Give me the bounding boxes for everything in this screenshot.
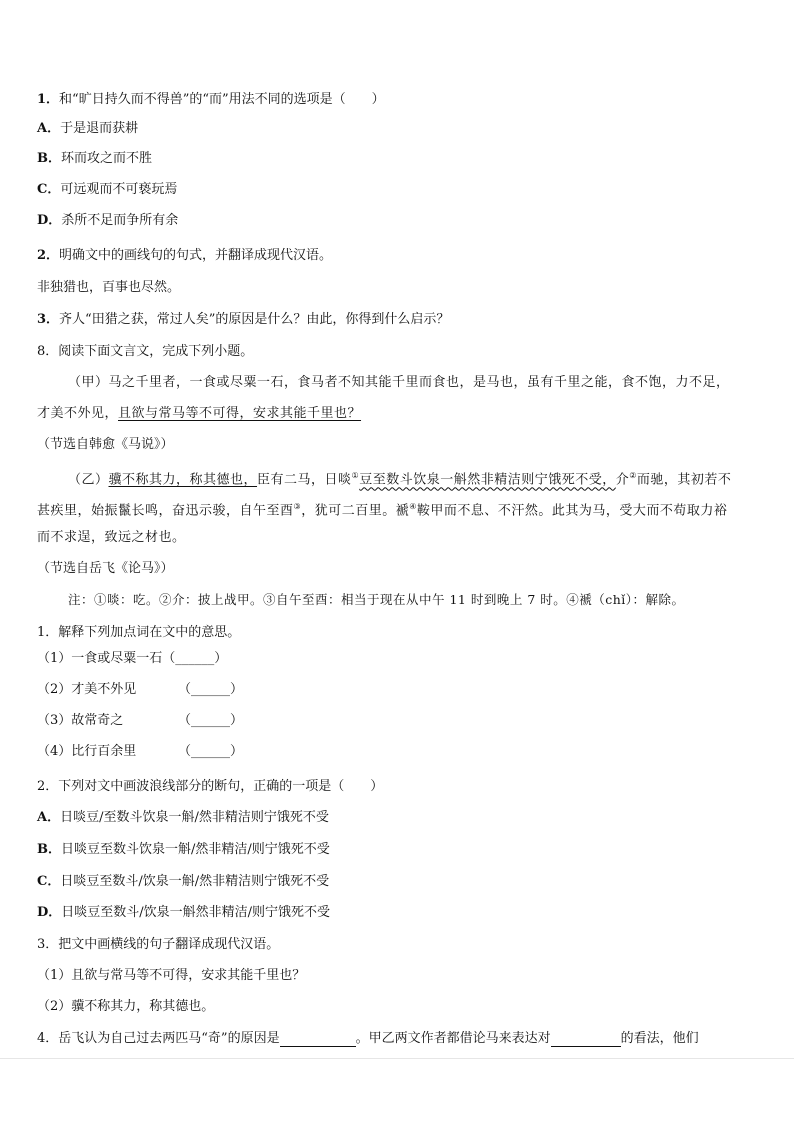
option-text: 可远观而不可亵玩焉 [60, 182, 178, 197]
option-d [37, 905, 330, 921]
footnotes: 注：①啖：吃。②介：披上战甲。③自午至酉：相当于现在从中午 11 时到晚上 7 时。④褫（chǐ）：解除。 [68, 592, 685, 607]
question-2 [37, 248, 332, 264]
question-text: 的看法，他们 [620, 1031, 699, 1046]
question-number: 3． [37, 312, 60, 327]
option-text: 日啖豆/至数斗饮泉一斛/然非精洁则宁饿死不受 [60, 810, 329, 825]
answer-blank[interactable]: （______） [178, 744, 244, 759]
underlined-sentence: 骥不称其力，称其德也， [108, 472, 258, 488]
passage-text: 臣有二马，日啖 [257, 472, 352, 488]
translate-item-1: （1）且欲与常马等不可得，安求其能千里也？ [37, 968, 306, 983]
section-8-title: 8．阅读下面文言文，完成下列小题。 [37, 344, 254, 359]
option-label: A． [37, 121, 61, 136]
passage-yi-source: （节选自岳飞《论马》） [37, 561, 174, 576]
question-number: 1． [37, 92, 60, 107]
option-c [37, 182, 177, 198]
blank-item-3 [37, 713, 243, 729]
passage-text: 而驰，其初若不 [636, 472, 732, 488]
option-text: 日啖豆至数斗饮泉一斛/然非精洁/则宁饿死不受 [61, 842, 330, 857]
option-text: 日啖豆至数斗/饮泉一斛/然非精洁则宁饿死不受 [60, 874, 330, 889]
option-b [37, 151, 152, 167]
passage-text: 介 [615, 472, 630, 488]
subquestion-3: 3．把文中画横线的句子翻译成现代汉语。 [37, 937, 280, 952]
subquestion-4 [37, 1031, 699, 1047]
question-text: 4．岳飞认为自己过去两匹马“奇”的原因是 [37, 1031, 280, 1046]
passage-text: 才美不外见， [37, 406, 119, 421]
option-text: 日啖豆至数斗/饮泉一斛然非精洁/则宁饿死不受 [61, 905, 331, 920]
answer-blank[interactable] [551, 1033, 621, 1047]
subquestion-1: 1．解释下列加点词在文中的意思。 [37, 625, 241, 640]
option-label: B． [37, 842, 61, 857]
subquestion-2: 2．下列对文中画波浪线部分的断句，正确的一项是（ ） [37, 779, 384, 794]
blank-item-1 [37, 651, 227, 667]
question-1 [37, 92, 385, 108]
blank-item-2 [37, 682, 243, 698]
question-text: 。甲乙两文作者都借论马来表达对 [355, 1031, 551, 1046]
question-number: 2． [37, 248, 60, 263]
underlined-sentence: 且欲与常马等不可得，安求其能千里也？ [118, 406, 362, 421]
passage-text: 鞍甲而不息、不汗然。此其为马，受大而不苟取力裕 [416, 503, 728, 519]
option-label: D． [37, 905, 62, 920]
question-stem: 明确文中的画线句的句式，并翻译成现代汉语。 [59, 248, 333, 263]
option-label: C． [37, 874, 61, 889]
passage-label: （乙） [68, 472, 109, 488]
footnote-mark: ② [629, 471, 637, 480]
footnote-mark: ① [351, 471, 360, 480]
option-c [37, 874, 329, 890]
translate-item-2: （2）骥不称其力，称其德也。 [37, 999, 215, 1014]
option-label: B． [37, 151, 61, 166]
option-label: A． [37, 810, 61, 825]
passage-yi-line-2 [37, 499, 727, 519]
answer-blank[interactable]: （______） [178, 682, 244, 697]
option-a [37, 810, 329, 826]
answer-blank[interactable]: （______） [162, 651, 228, 666]
question-stem: 和“旷日持久而不得兽”的“而”用法不同的选项是（ ） [59, 92, 385, 107]
footnote-mark: ③ [293, 502, 302, 511]
passage-jia-source: （节选自韩愈《马说》） [37, 437, 174, 452]
passage-yi-line-3: 而不求逞，致远之材也。 [37, 530, 186, 545]
passage-text: ，犹可二百里。褫 [301, 503, 410, 519]
wavy-underlined-text: 豆至数斗饮泉一斛然非精洁则宁饿死不受， [359, 472, 616, 488]
passage-text: 甚疾里，始振鬣长鸣，奋迅示骏，自午至酉 [37, 503, 294, 519]
option-a [37, 121, 138, 137]
item-text: （3）故常奇之 [37, 713, 124, 728]
option-b [37, 842, 330, 858]
option-text: 于是退而获耕 [60, 121, 139, 136]
option-label: C． [37, 182, 61, 197]
question-2-sentence: 非独猎也，百事也尽然。 [37, 280, 181, 295]
option-text: 杀所不足而争所有余 [61, 213, 179, 228]
page-divider [0, 1058, 794, 1059]
item-text: （1）一食或尽粟一石 [37, 651, 163, 666]
answer-blank[interactable]: （______） [178, 713, 244, 728]
question-3 [37, 312, 449, 328]
option-label: D． [37, 213, 62, 228]
passage-yi-line-1 [68, 468, 731, 488]
answer-blank[interactable] [280, 1033, 356, 1047]
item-text: （2）才美不外见 [37, 682, 137, 697]
question-stem: 齐人“田猎之获，常过人矣”的原因是什么？由此，你得到什么启示？ [59, 312, 450, 327]
passage-jia-line-2 [37, 406, 361, 422]
passage-jia-line-1: （甲）马之千里者，一食或尽粟一石，食马者不知其能千里而食也，是马也，虽有千里之能，食不饱，力不足， [68, 375, 730, 390]
item-text: （4）比行百余里 [37, 744, 137, 759]
option-text: 环而攻之而不胜 [61, 151, 153, 166]
blank-item-4 [37, 744, 243, 760]
option-d [37, 213, 178, 229]
footnote-mark: ④ [409, 502, 417, 511]
